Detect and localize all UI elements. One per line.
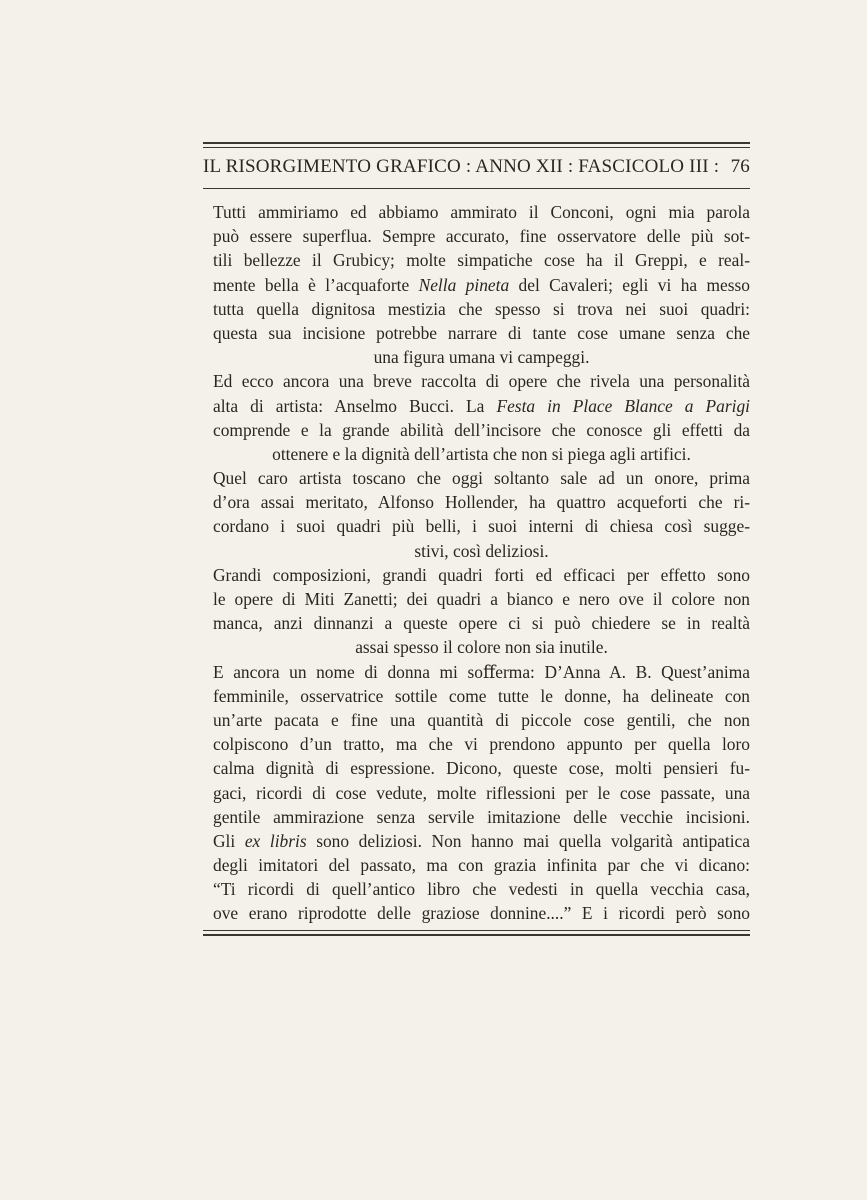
text-run: E ancora un nome di donna mi soﬀerma: D’Anna A. B. Quest’anima [213, 661, 750, 682]
text-line [213, 708, 750, 732]
footer-rule [203, 930, 750, 936]
italic-title: Festa in Place Blance a Parigi [496, 395, 750, 416]
text-run: comprende e la grande abilità dell’incisore che conosce gli effetti da [213, 419, 750, 440]
text-line [213, 466, 750, 490]
paragraph [213, 466, 750, 563]
text-line [213, 781, 750, 805]
paragraph [213, 660, 750, 926]
text-run: può essere superflua. Sempre accurato, fine osservatore delle più sot- [213, 226, 750, 247]
text-run: questa sua incisione potrebbe narrare di tante cose umane senza che [213, 322, 750, 343]
text-line [213, 248, 750, 272]
paragraph [213, 369, 750, 466]
text-line [213, 273, 750, 297]
text-run: colpiscono d’un tratto, ma che vi prendono appunto per quella loro [213, 734, 750, 755]
text-run: stivi, così deliziosi. [414, 540, 549, 561]
text-run: Ed ecco ancora una breve raccolta di opere che rivela una personalità [213, 371, 750, 392]
text-run: mente bella è l’acquaforte [213, 274, 419, 295]
text-run: d’ora assai meritato, Alfonso Hollender, ha quattro acqueforti che ri- [213, 492, 750, 513]
text-line [213, 732, 750, 756]
text-run: sono deliziosi. Non hanno mai quella volgarità antipatica [306, 830, 750, 851]
text-line [213, 587, 750, 611]
text-line [213, 297, 750, 321]
text-run: tutta quella dignitosa mestizia che spesso si trova nei suoi quadri: [213, 298, 750, 319]
text-line [213, 442, 750, 466]
italic-title: ex libris [244, 830, 307, 851]
text-line [213, 660, 750, 684]
page-number: 76 [730, 156, 750, 177]
text-run: tili bellezze il Grubicy; molte simpatiche cose ha il Greppi, e real- [213, 250, 750, 271]
text-line [213, 200, 750, 224]
header-bottom-rule [203, 188, 750, 189]
paragraph [213, 563, 750, 660]
text-line [213, 224, 750, 248]
text-run: ottenere e la dignità dell’artista che non si piega agli artifici. [272, 443, 691, 464]
text-run: degli imitatori del passato, ma con grazia infinita par che vi dicano: [213, 855, 750, 876]
text-line [213, 901, 750, 925]
text-line [213, 853, 750, 877]
text-line [213, 418, 750, 442]
text-line [213, 684, 750, 708]
running-header-title: IL RISORGIMENTO GRAFICO : ANNO XII : FASCICOLO III : [203, 156, 720, 177]
text-line [213, 321, 750, 345]
text-run: Quel caro artista toscano che oggi soltanto sale ad un onore, prima [213, 468, 750, 489]
text-run: alta di artista: Anselmo Bucci. La [213, 395, 497, 416]
text-line [213, 394, 750, 418]
text-line [213, 490, 750, 514]
text-run: del Cavaleri; egli vi ha messo [509, 274, 750, 295]
paragraph [213, 200, 750, 369]
running-header [203, 156, 750, 178]
text-line [213, 756, 750, 780]
text-line [213, 611, 750, 635]
text-run: assai spesso il colore non sia inutile. [355, 637, 608, 658]
text-run: ove erano riprodotte delle graziose donnine....” E i ricordi però sono [213, 903, 750, 924]
text-line [213, 805, 750, 829]
text-run: manca, anzi dinnanzi a queste opere ci si può chiedere se in realtà [213, 613, 750, 634]
text-run: femminile, osservatrice sottile come tutte le donne, ha delineate con [213, 685, 750, 706]
text-line [213, 369, 750, 393]
text-run: Tutti ammiriamo ed abbiamo ammirato il Conconi, ogni mia parola [213, 202, 750, 222]
text-line [213, 877, 750, 901]
text-run: Gli [213, 830, 245, 851]
text-run: gentile ammirazione senza servile imitazione delle vecchie incisioni. [213, 806, 750, 827]
text-run: le opere di Miti Zanetti; dei quadri a bianco e nero ove il colore non [213, 589, 750, 609]
text-line [213, 514, 750, 538]
text-line [213, 563, 750, 587]
header-top-rule [203, 142, 750, 148]
article-body [213, 200, 750, 926]
text-line [213, 539, 750, 563]
italic-title: Nella pineta [418, 274, 510, 295]
text-line [213, 635, 750, 659]
text-line [213, 345, 750, 369]
text-run: “Ti ricordi di quell’antico libro che vedesti in quella vecchia casa, [213, 879, 750, 900]
text-line [213, 829, 750, 853]
text-run: un’arte pacata e fine una quantità di piccole cose gentili, che non [213, 709, 750, 730]
text-run: calma dignità di espressione. Dicono, queste cose, molti pensieri fu- [213, 758, 750, 779]
text-run: una figura umana vi campeggi. [373, 347, 590, 368]
text-run: Grandi composizioni, grandi quadri forti ed efficaci per effetto sono [213, 564, 750, 585]
text-run: gaci, ricordi di cose vedute, molte riflessioni per le cose passate, una [213, 782, 750, 803]
text-run: cordano i suoi quadri più belli, i suoi interni di chiesa così sugge- [213, 516, 750, 537]
